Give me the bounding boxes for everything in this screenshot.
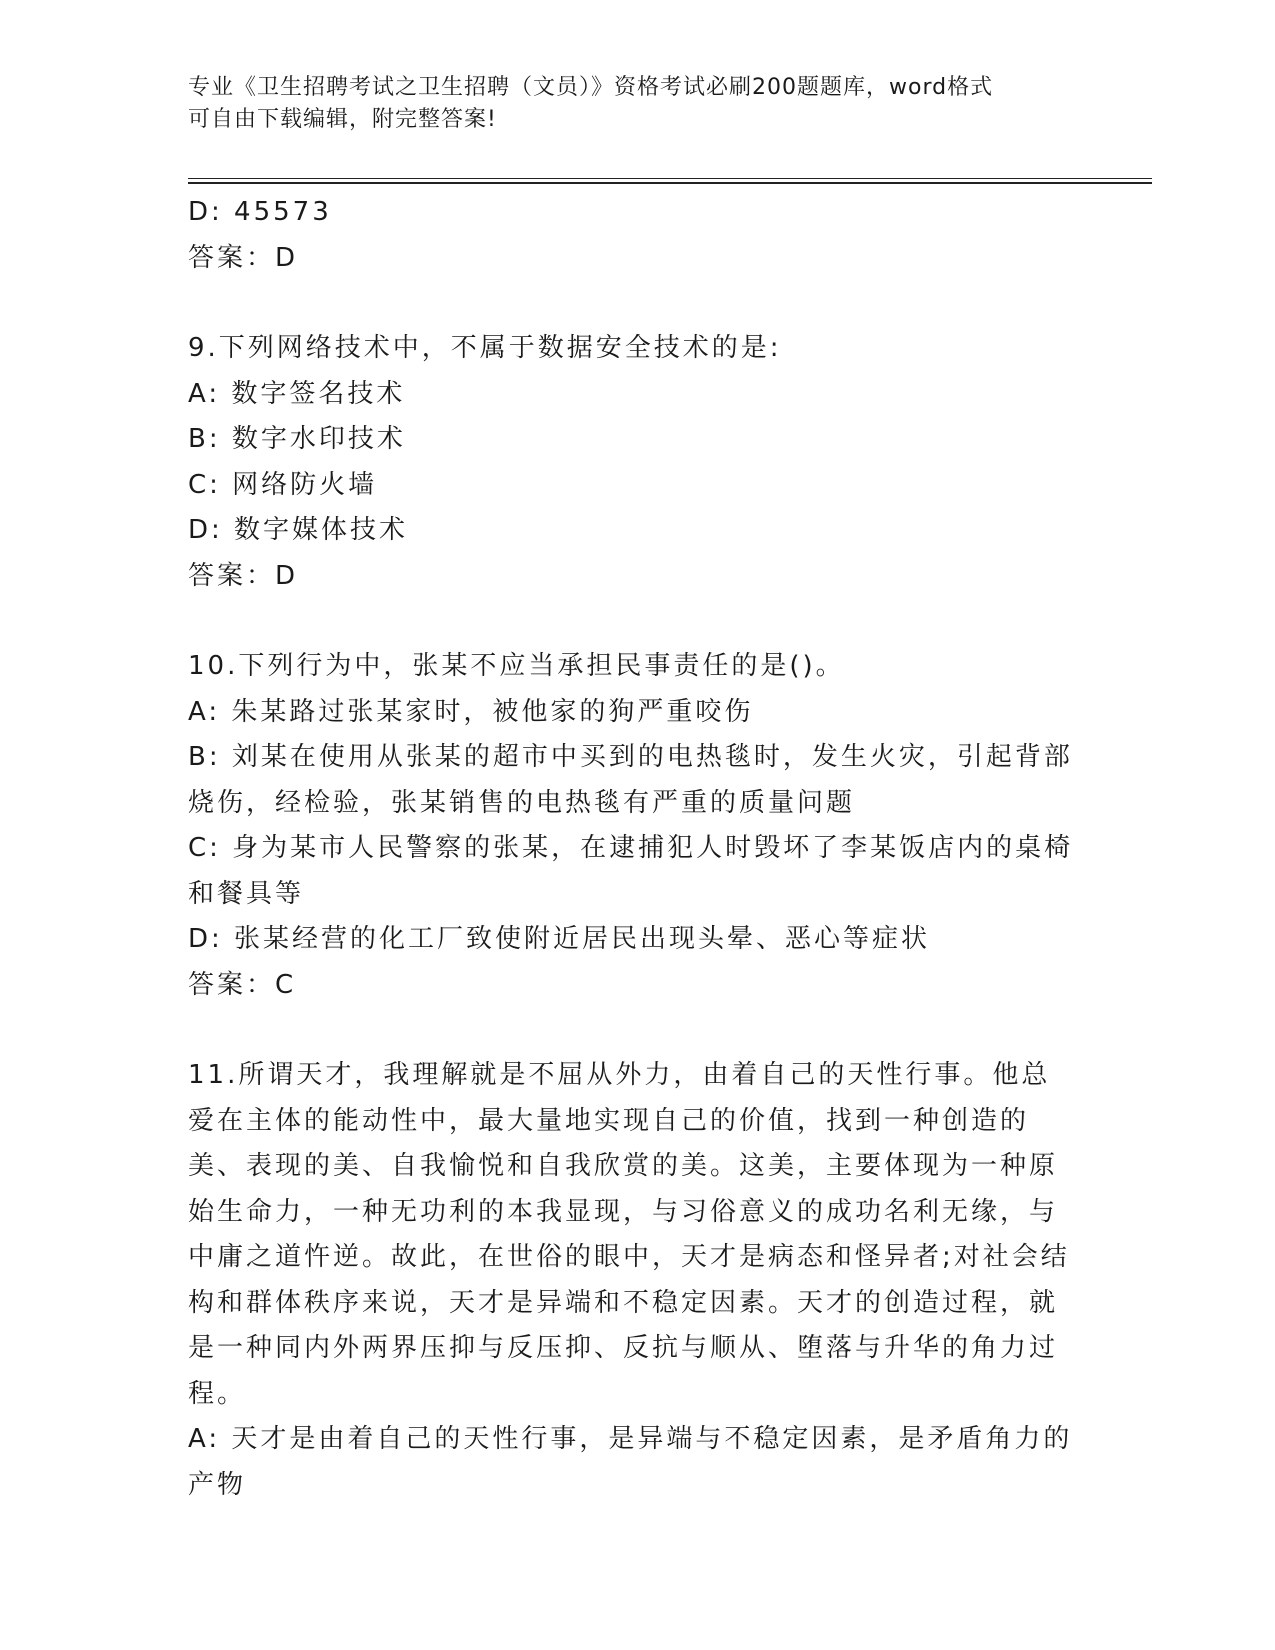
- option-b: B: 数字水印技术: [188, 424, 406, 454]
- header-divider-thick: [188, 182, 1152, 184]
- prev-option-d: D: 45573: [188, 197, 332, 227]
- prev-answer: 答案：D: [188, 242, 299, 273]
- question-stem: 9.下列网络技术中，不属于数据安全技术的是:: [188, 333, 782, 363]
- header-line-1: 专业《卫生招聘考试之卫生招聘（文员）》资格考试必刷200题题库，word格式: [188, 75, 994, 100]
- option-d: D: 数字媒体技术: [188, 515, 409, 545]
- answer: 答案：D: [188, 560, 299, 591]
- option-a: A: 朱某路过张某家时，被他家的狗严重咬伤: [188, 696, 754, 727]
- question-9: [188, 326, 1078, 599]
- question-11: [188, 1053, 1078, 1508]
- option-c: C: 身为某市人民警察的张某，在逮捕犯人时毁坏了李某饭店内的桌椅和餐具等: [188, 833, 1074, 909]
- question-stem: 11.所谓天才，我理解就是不屈从外力，由着自己的天性行事。他总爱在主体的能动性中，最大量地实现自己的价值，找到一种创造的美、表现的美、自我愉悦和自我欣赏的美。这美，主要体现为一种原始生命力，一种无功利的本我显现，与习俗意义的成功名利无缘，与中庸之道忤逆。故此，在世俗的眼中，天才是病态和怪异者;对社会结构和群体秩序来说，天才是异端和不稳定因素。天才的创造过程，就是一种同内外两界压抑与反压抑、反抗与顺从、堕落与升华的角力过程。: [188, 1060, 1070, 1409]
- document-body: [188, 190, 1078, 1508]
- option-a: A: 天才是由着自己的天性行事，是异端与不稳定因素，是矛盾角力的产物: [188, 1424, 1073, 1500]
- option-b: B: 刘某在使用从张某的超市中买到的电热毯时，发生火灾，引起背部烧伤，经检验，张某销售的电热毯有严重的质量问题: [188, 742, 1073, 818]
- header-divider-thin: [188, 178, 1152, 179]
- header-line-2: 可自由下载编辑，附完整答案!: [188, 107, 497, 132]
- question-stem: 10.下列行为中，张某不应当承担民事责任的是()。: [188, 651, 845, 681]
- page-header: [188, 72, 1068, 136]
- option-c: C: 网络防火墙: [188, 469, 378, 500]
- option-a: A: 数字签名技术: [188, 378, 406, 409]
- option-d: D: 张某经营的化工厂致使附近居民出现头晕、恶心等症状: [188, 924, 931, 954]
- question-10: [188, 644, 1078, 1008]
- answer: 答案：C: [188, 969, 297, 1000]
